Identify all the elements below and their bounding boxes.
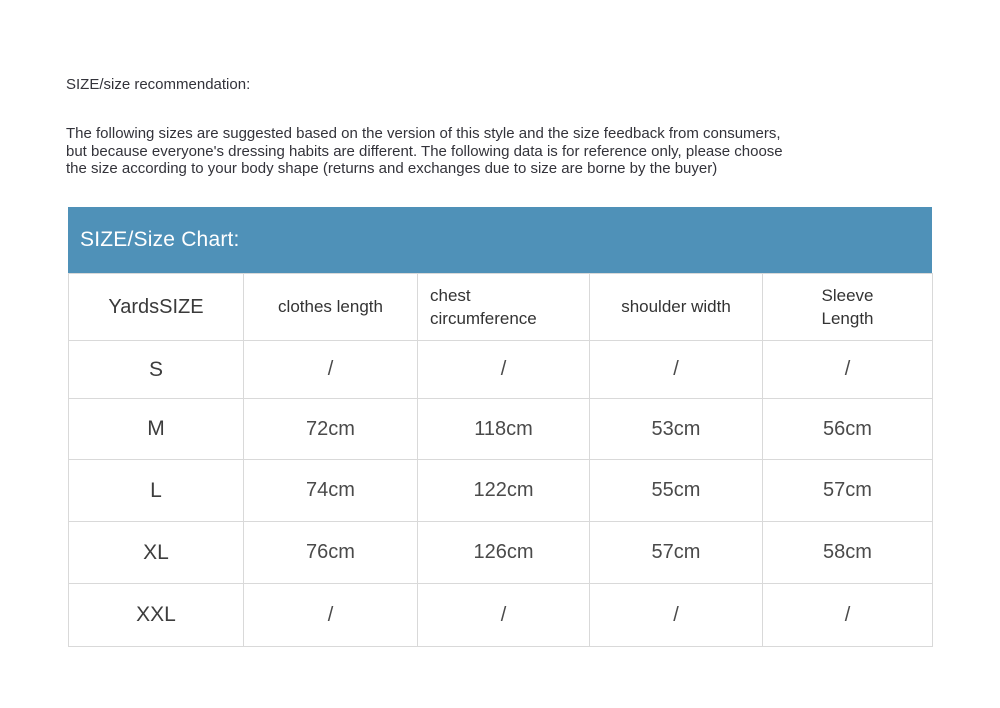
shoulder-width-cell: / (590, 584, 763, 647)
header-line: Length (821, 309, 874, 328)
table-row-l (69, 460, 933, 522)
shoulder-width-cell: / (590, 341, 763, 399)
clothes-length-cell: / (244, 584, 418, 647)
column-header-shoulder-width (590, 274, 763, 341)
sleeve-length-cell: / (763, 584, 933, 647)
shoulder-width-cell: 55cm (590, 460, 763, 522)
clothes-length-cell: 74cm (244, 460, 418, 522)
chest-circumference-cell: 122cm (418, 460, 590, 522)
column-header-clothes-length (244, 274, 418, 341)
chest-circumference-cell: / (418, 341, 590, 399)
shoulder-width-cell: 57cm (590, 522, 763, 584)
table-row-xl (69, 522, 933, 584)
chest-circumference-cell: / (418, 584, 590, 647)
sleeve-length-cell: / (763, 341, 933, 399)
table-row-s (69, 341, 933, 399)
size-label-cell: XL (69, 522, 244, 584)
header-line: shoulder width (621, 297, 731, 316)
size-label-cell: M (69, 399, 244, 460)
size-label-cell: S (69, 341, 244, 399)
header-line: YardsSIZE (108, 295, 204, 318)
size-label-cell: XXL (69, 584, 244, 647)
size-chart-title-bar (68, 207, 932, 273)
chest-circumference-cell: 118cm (418, 399, 590, 460)
header-line: circumference (430, 309, 537, 328)
section-heading: SIZE/size recommendation: (66, 76, 251, 93)
clothes-length-cell: / (244, 341, 418, 399)
table-row-xxl (69, 584, 933, 647)
intro-line-2: but because everyone's dressing habits are different. The following data is for reference only, please choose (66, 142, 783, 160)
sleeve-length-cell: 58cm (763, 522, 933, 584)
column-header-yards-size (69, 274, 244, 341)
chest-circumference-cell: 126cm (418, 522, 590, 584)
table-header-row (69, 274, 933, 341)
size-label-cell: L (69, 460, 244, 522)
column-header-chest-circumference (418, 274, 590, 341)
sleeve-length-cell: 57cm (763, 460, 933, 522)
header-line: clothes length (278, 297, 383, 316)
intro-paragraph (66, 125, 946, 178)
column-header-sleeve-length (763, 274, 933, 341)
sleeve-length-cell: 56cm (763, 399, 933, 460)
size-chart-title: SIZE/Size Chart: (80, 228, 240, 251)
header-line: chest (430, 286, 471, 305)
intro-line-3: the size according to your body shape (returns and exchanges due to size are borne by the buyer) (66, 160, 718, 177)
clothes-length-cell: 72cm (244, 399, 418, 460)
size-chart-table (68, 273, 933, 647)
shoulder-width-cell: 53cm (590, 399, 763, 460)
clothes-length-cell: 76cm (244, 522, 418, 584)
table-row-m (69, 399, 933, 460)
header-line: Sleeve (821, 286, 874, 305)
intro-line-1: The following sizes are suggested based on the version of this style and the size feedback from consumers, (66, 125, 781, 142)
